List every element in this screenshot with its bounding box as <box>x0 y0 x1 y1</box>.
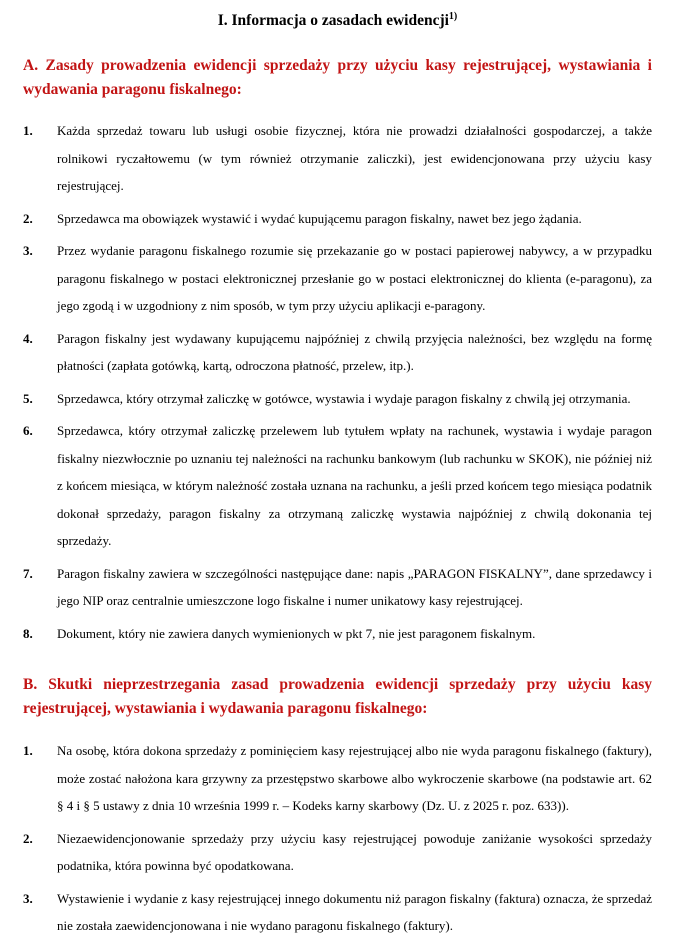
document-title-text: I. Informacja o zasadach ewidencji <box>217 12 449 29</box>
item-number: 5. <box>23 390 33 406</box>
list-item <box>23 117 652 200</box>
section-a-heading: A. Zasady prowadzenia ewidencji sprzedaży przy użyciu kasy rejestrującej, wystawiania i wydawania paragonu fiskalnego: <box>23 57 652 98</box>
item-number: 6. <box>23 423 33 438</box>
list-item <box>23 560 652 615</box>
list-item <box>23 737 652 820</box>
item-text: Paragon fiskalny jest wydawany kupującemu najpóźniej z chwilą przyjęcia należności, bez względu na formę płatności (zapłata gotówką, kartą, odroczona płatność, przelew, itp.). <box>57 330 652 373</box>
list-item <box>23 825 652 880</box>
item-text: Paragon fiskalny zawiera w szczególności następujące dane: napis „PARAGON FISKALNY”, dane sprzedawcy i jego NIP oraz centralnie umieszczone logo fiskalne i numer unikatowy kasy rejestrującej. <box>57 565 652 608</box>
item-number: 2. <box>23 830 33 846</box>
item-number: 3. <box>23 243 33 258</box>
item-number: 1. <box>23 123 33 138</box>
item-number: 7. <box>23 565 33 581</box>
document-title <box>23 10 652 31</box>
item-text: Na osobę, która dokona sprzedaży z pominięciem kasy rejestrującej albo nie wyda paragonu fiskalnego (faktury), może zostać nałożona kara grzywny za przestępstwo skarbowe albo wykroczenie skarbowe (na podstawie art. 62 § 4 i § 5 ustawy z dnia 10 września 1999 r. – Kodeks karny skarbowy (Dz. U. z 2025 r. poz. 633)). <box>57 743 652 813</box>
item-number: 4. <box>23 330 33 346</box>
item-text: Niezaewidencjonowanie sprzedaży przy użyciu kasy rejestrującej powoduje zaniżanie wysokości sprzedaży podatnika, która powinna być opodatkowana. <box>57 830 652 873</box>
item-text: Sprzedawca, który otrzymał zaliczkę przelewem lub tytułem wpłaty na rachunek, wystawia i wydaje paragon fiskalny niezwłocznie po uznaniu tej należności na rachunku bankowym (lub rachunku w SKOK), nie później niż z końcem miesiąca, w którym należność została uznana na rachunku, a jeśli przed końcem tego miesiąca podatnik dokonał sprzedaży, paragon fiskalny za otrzymaną zaliczkę wystawia najpóźniej z chwilą dokonania tej sprzedaży. <box>57 423 652 548</box>
list-item <box>23 325 652 380</box>
item-text: Sprzedawca ma obowiązek wystawić i wydać kupującemu paragon fiskalny, nawet bez jego żądania. <box>57 210 582 226</box>
item-number: 3. <box>23 890 33 906</box>
footnote-marker: 1) <box>448 10 458 22</box>
item-text: Przez wydanie paragonu fiskalnego rozumie się przekazanie go w postaci papierowej nabywcy, a w przypadku paragonu fiskalnego w postaci elektronicznej przesłanie go w postaci elektronicznej do klienta (e-paragonu), za jego zgodą i w uzgodniony z nim sposób, w tym przy użyciu aplikacji e-paragony. <box>57 243 652 313</box>
item-number: 8. <box>23 625 33 641</box>
list-item <box>23 385 652 413</box>
section-b-heading: B. Skutki nieprzestrzegania zasad prowadzenia ewidencji sprzedaży przy użyciu kasy rejestrującej, wystawiania i wydawania paragonu fiskalnego: <box>23 676 652 717</box>
section-a-list <box>23 117 652 647</box>
item-number: 2. <box>23 210 33 226</box>
item-number: 1. <box>23 743 33 758</box>
item-text: Dokument, który nie zawiera danych wymienionych w pkt 7, nie jest paragonem fiskalnym. <box>57 625 536 641</box>
item-text: Wystawienie i wydanie z kasy rejestrującej innego dokumentu niż paragon fiskalny (faktura) oznacza, że sprzedaż nie została zaewidencjonowana i nie wydano paragonu fiskalnego (faktury). <box>57 890 652 933</box>
list-item <box>23 620 652 648</box>
item-text: Sprzedawca, który otrzymał zaliczkę w gotówce, wystawia i wydaje paragon fiskalny z chwilą jej otrzymania. <box>57 390 631 406</box>
list-item <box>23 885 652 940</box>
list-item <box>23 237 652 320</box>
list-item <box>23 417 652 555</box>
section-b-list <box>23 737 652 940</box>
item-text: Każda sprzedaż towaru lub usługi osobie fizycznej, która nie prowadzi działalności gospodarczej, a także rolnikowi ryczałtowemu (w tym również otrzymanie zaliczki), jest ewidencjonowana przy użyciu kasy rejestrującej. <box>57 123 652 193</box>
list-item <box>23 205 652 233</box>
